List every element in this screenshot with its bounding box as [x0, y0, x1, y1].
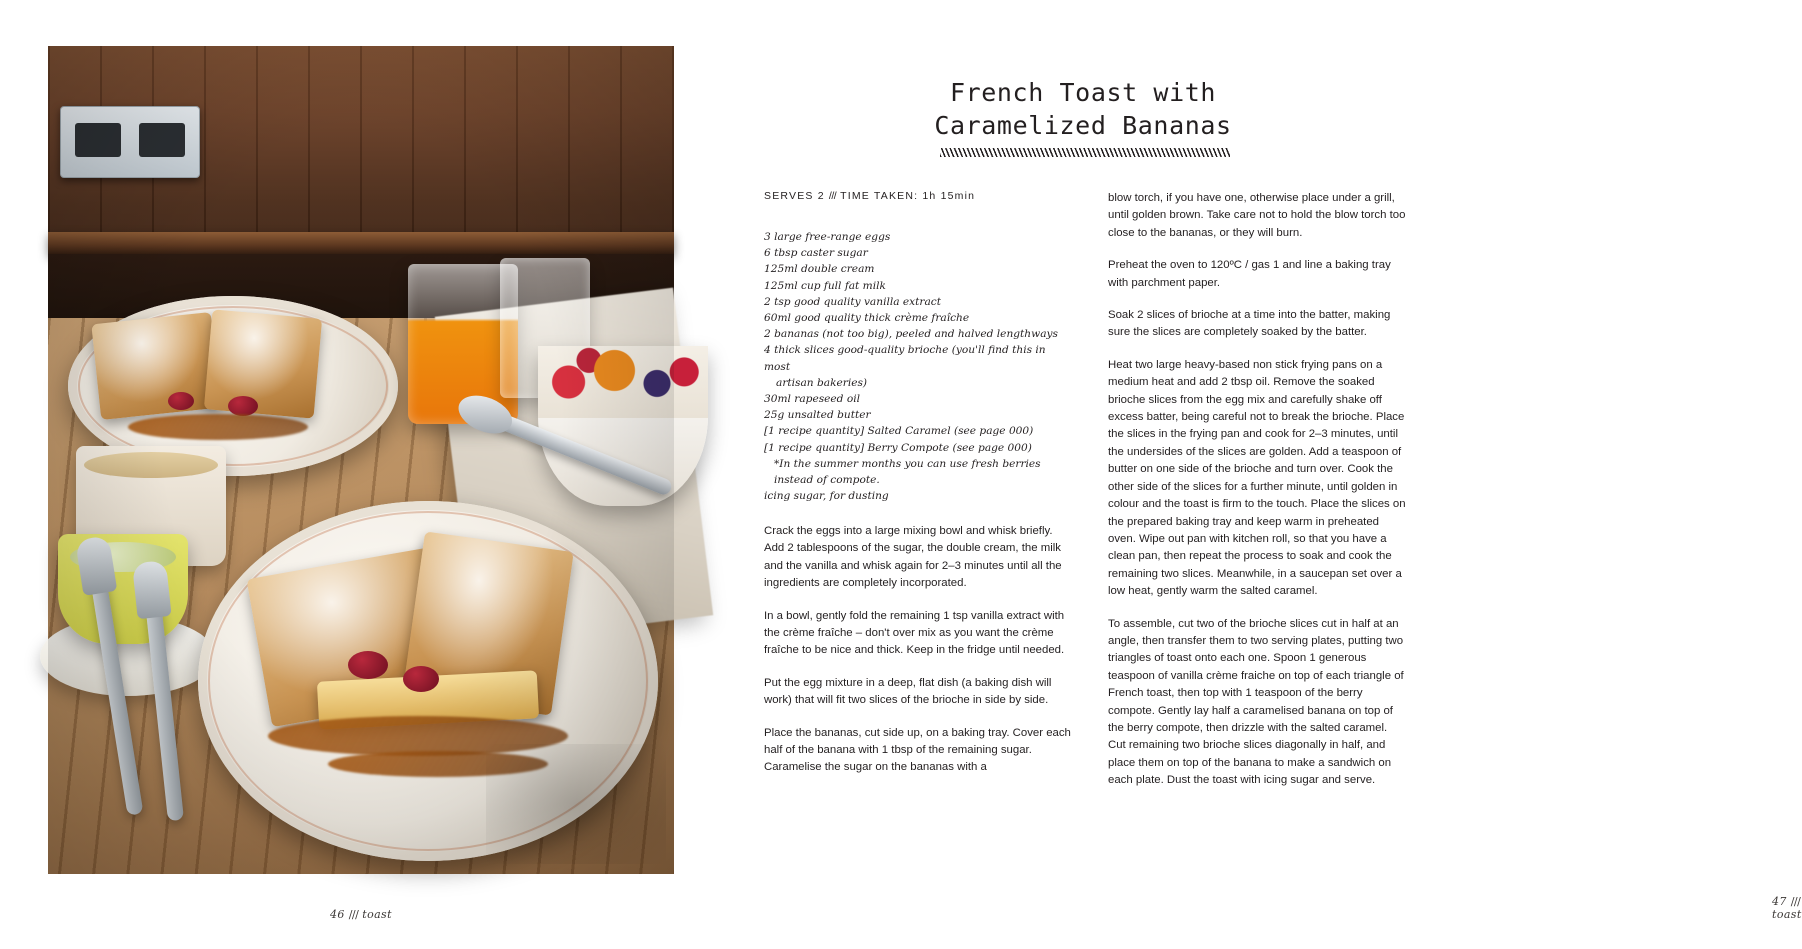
method-paragraph: Place the bananas, cut side up, on a baking tray. Cover each half of the banana with 1 tbsp of the remaining sugar. Caramelise the sugar on the bananas with a	[764, 726, 1071, 774]
title-divider	[940, 148, 1230, 157]
list-item: [1 recipe quantity] Salted Caramel (see page 000)	[764, 425, 1034, 438]
list-item: 125ml double cream	[764, 263, 875, 276]
list-item: icing sugar, for dusting	[764, 490, 889, 503]
method-paragraph: In a bowl, gently fold the remaining 1 tsp vanilla extract with the crème fraîche – don't over mix as you want the crème fraîche to be nice and thick. Keep in the fridge until needed.	[764, 609, 1065, 657]
power-socket-icon	[60, 106, 200, 178]
page-title	[760, 76, 1406, 143]
recipe-meta	[764, 190, 975, 202]
toast-stack-back-2	[204, 309, 322, 418]
list-item: [1 recipe quantity] Berry Compote (see page 000)	[764, 441, 1032, 454]
list-item: 125ml cup full fat milk	[764, 279, 886, 292]
mixed-fruit	[538, 346, 708, 418]
foreground-shadow	[486, 744, 666, 864]
serves-label: SERVES 2	[764, 190, 825, 202]
title-line-1: French Toast with	[949, 78, 1217, 107]
berry	[403, 666, 439, 692]
list-item-note: instead of compote.	[774, 474, 880, 487]
method-paragraph: Put the egg mixture in a deep, flat dish (a baking dish will work) that will fit two slices of the brioche in side by side.	[764, 676, 1052, 707]
list-item: 2 tsp good quality vanilla extract	[764, 295, 941, 308]
list-item: 30ml rapeseed oil	[764, 393, 860, 406]
list-item: 60ml good quality thick crème fraîche	[764, 312, 970, 325]
right-page	[722, 0, 1802, 949]
fruit-bowl	[538, 346, 708, 506]
left-page	[0, 0, 722, 949]
folio-section: toast	[362, 908, 392, 921]
list-item: 2 bananas (not too big), peeled and halved lengthways	[764, 328, 1058, 341]
method-column-right	[1108, 190, 1408, 805]
photo-scene	[48, 46, 674, 874]
list-item-note: *In the summer months you can use fresh berries	[774, 457, 1041, 470]
time-label: TIME TAKEN:	[840, 190, 919, 202]
list-item: artisan bakeries)	[776, 376, 868, 389]
page-number: 46	[330, 908, 345, 921]
berry	[348, 651, 388, 679]
ingredients-items	[764, 229, 1074, 504]
toast-stack-back	[91, 312, 220, 420]
brown-sugar	[84, 452, 218, 478]
berry	[228, 396, 258, 416]
folio-left	[330, 908, 392, 921]
time-value: 1h 15min	[922, 190, 976, 202]
list-item: 3 large free-range eggs	[764, 231, 891, 243]
method-column-left	[764, 523, 1072, 792]
method-paragraph: blow torch, if you have one, otherwise place under a grill, until golden brown. Take care not to hold the blow torch too close to the bananas, or they will burn.	[1108, 192, 1406, 239]
icing-sugar	[91, 312, 220, 420]
folio-slashes: ///	[1790, 895, 1801, 908]
method-paragraph: To assemble, cut two of the brioche slices cut in half at an angle, then transfer them to two serving plates, putting two triangles of toast onto each one. Spoon 1 generous teaspoon of vanilla crème fraiche on top of each triangle of French toast, then top with 1 teaspoon of the berry compote. Gently lay half a caramelised banana on top of the berry compote, then drizzle with the salted caramel. Cut remaining two brioche slices diagonally in half, and place them on top of the banana to make a sandwich on each plate. Dust the toast with icing sugar and serve.	[1108, 617, 1404, 787]
list-item: 4 thick slices good-quality brioche (you'll find this in most	[764, 344, 1046, 373]
list-item: 6 tbsp caster sugar	[764, 247, 868, 260]
caramel-drizzle	[128, 414, 308, 440]
berry	[168, 392, 194, 410]
folio-slashes: ///	[348, 908, 359, 921]
method-paragraph: Heat two large heavy-based non stick frying pans on a medium heat and add 2 tbsp oil. Remove the soaked brioche slices from the egg mix and carefully shake off excess batter, being careful not to break the brioche. Place the slices in the frying pan and cook for 2–3 minutes, until the undersides of the slices are golden. Add a teaspoon of butter on one side of the brioche and turn over. Cook the other side of the slices for a further minute, until golden in colour and the toast is firm to the touch. Place the slices on the prepared baking tray and keep warm in preheated oven. Wipe out pan with kitchen roll, so that you have a clean pan, then repeat the process to soak and cook the remaining two slices. Meanwhile, in a saucepan set over a low heat, gently warm the salted caramel.	[1108, 358, 1406, 598]
title-line-2: Caramelized Bananas	[934, 111, 1232, 141]
wall-rail	[48, 232, 674, 254]
folio-section: toast	[1772, 908, 1802, 921]
recipe-photo	[48, 46, 674, 874]
list-item: 25g unsalted butter	[764, 409, 871, 422]
icing-sugar	[204, 309, 322, 418]
page-number: 47	[1772, 895, 1787, 908]
method-paragraph: Crack the eggs into a large mixing bowl and whisk briefly. Add 2 tablespoons of the sugar, the double cream, the milk and the vanilla and whisk again for 2–3 minutes until all the ingredients are completely incorporated.	[764, 525, 1062, 590]
method-paragraph: Preheat the oven to 120ºC / gas 1 and line a baking tray with parchment paper.	[1108, 259, 1391, 289]
ingredients-list	[764, 229, 1074, 504]
folio-right	[1772, 895, 1802, 921]
method-paragraph: Soak 2 slices of brioche at a time into the batter, making sure the slices are completely soaked by the batter.	[1108, 309, 1391, 339]
meta-slashes: ///	[828, 190, 837, 202]
